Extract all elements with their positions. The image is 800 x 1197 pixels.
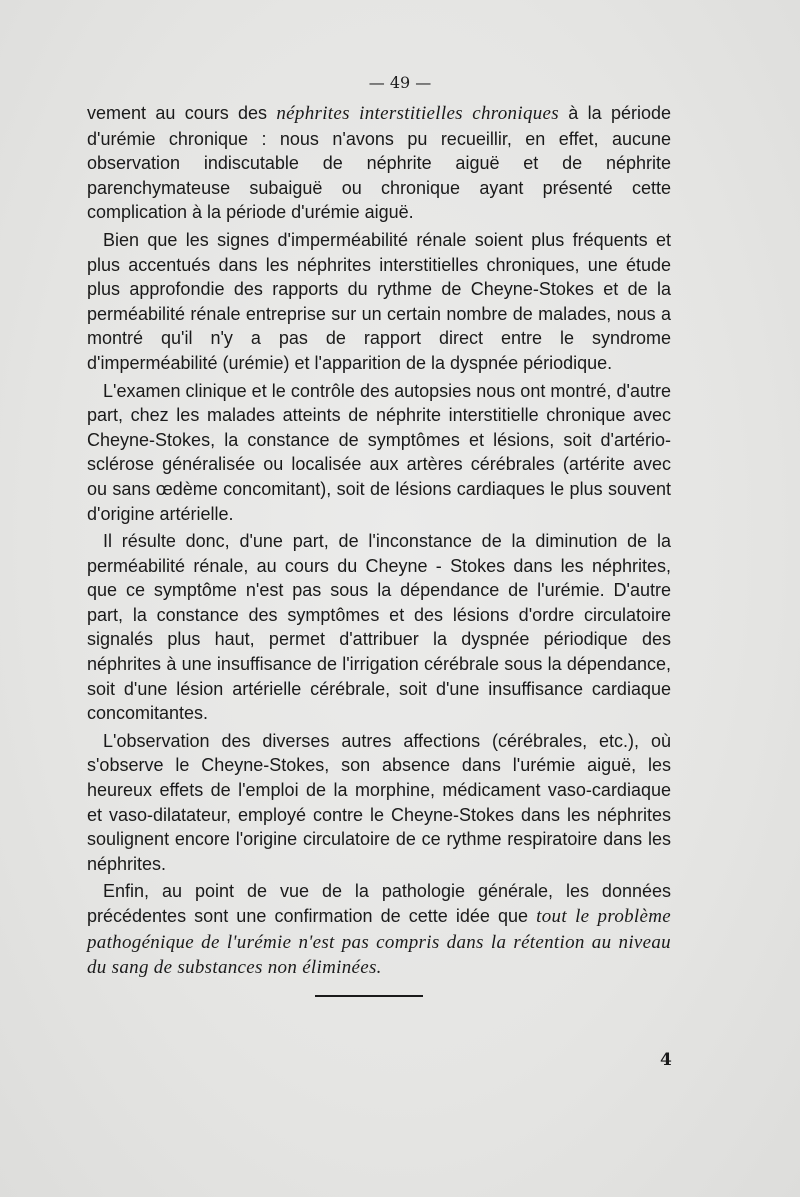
paragraph-5: L'observation des diverses autres affections (cérébrales, etc.), où s'observe le Cheyne-Stokes, son absence dans l'urémie aiguë, les heureux effets de l'emploi de la morphine, médicament vaso-cardiaque et vaso-dilatateur, employé contre le Cheyne-Stokes dans les néphrites soulignent encore l'origine circulatoire de ce rythme respiratoire dans les néphrites. [87, 730, 671, 874]
signature-mark: 4 [660, 1050, 672, 1070]
closing-rule [315, 995, 423, 997]
paragraph-1-text-a: vement au cours des [87, 103, 277, 123]
paragraph-6 [87, 879, 671, 980]
body-text [87, 101, 671, 984]
paragraph-6-text: Enfin, au point de vue de la pathologie générale, les données précédentes sont une confirmation de cette idée que [87, 881, 671, 926]
paragraph-2: Bien que les signes d'imperméabilité rénale soient plus fréquents et plus accentués dans les néphrites interstitielles chroniques, une étude plus approfondie des rapports du rythme de Cheyne-Stokes et de la perméabilité rénale entreprise sur un certain nombre de malades, nous a montré qu'il n'y a pas de rapport direct entre le syndrome d'imperméabilité (urémie) et l'apparition de la dyspnée périodique. [87, 229, 671, 373]
paragraph-4: Il résulte donc, d'une part, de l'inconstance de la diminution de la perméabilité rénale, au cours du Cheyne - Stokes dans les néphrites, que ce symptôme n'est pas sous la dépendance de l'urémie. D'autre part, la constance des symptômes et des lésions d'ordre circulatoire signalés plus haut, permet d'attribuer la dyspnée périodique des néphrites à une insuffisance de l'irrigation cérébrale sous la dépendance, soit d'une lésion artérielle cérébrale, soit d'une insuffisance cardiaque concomitantes. [87, 531, 671, 724]
paragraph-1-italic: néphrites interstitielles chroniques [276, 103, 559, 124]
paragraph-3: L'examen clinique et le contrôle des autopsies nous ont montré, d'autre part, chez les malades atteints de néphrite interstitielle chronique avec Cheyne-Stokes, la constance de symptômes et lésions, soit d'artério-sclérose généralisée ou localisée aux artères cérébrales (artérite avec ou sans œdème concomitant), soit de lésions cardiaques le plus souvent d'origine artérielle. [87, 380, 671, 524]
paragraph-6-italic: tout le problème pathogénique de l'urémie n'est pas compris dans la rétention au niveau du sang de substances non éliminées. [87, 906, 671, 979]
page-number: — 49 — [368, 73, 432, 92]
paragraph-1-text-b: à la période d'urémie chronique : nous n'avons pu recueillir, en effet, aucune observation indiscutable de néphrite aiguë et de néphrite parenchymateuse subaiguë ou chronique ayant présenté cette complication à la période d'urémie aiguë. [87, 103, 671, 223]
paragraph-1 [87, 101, 671, 225]
